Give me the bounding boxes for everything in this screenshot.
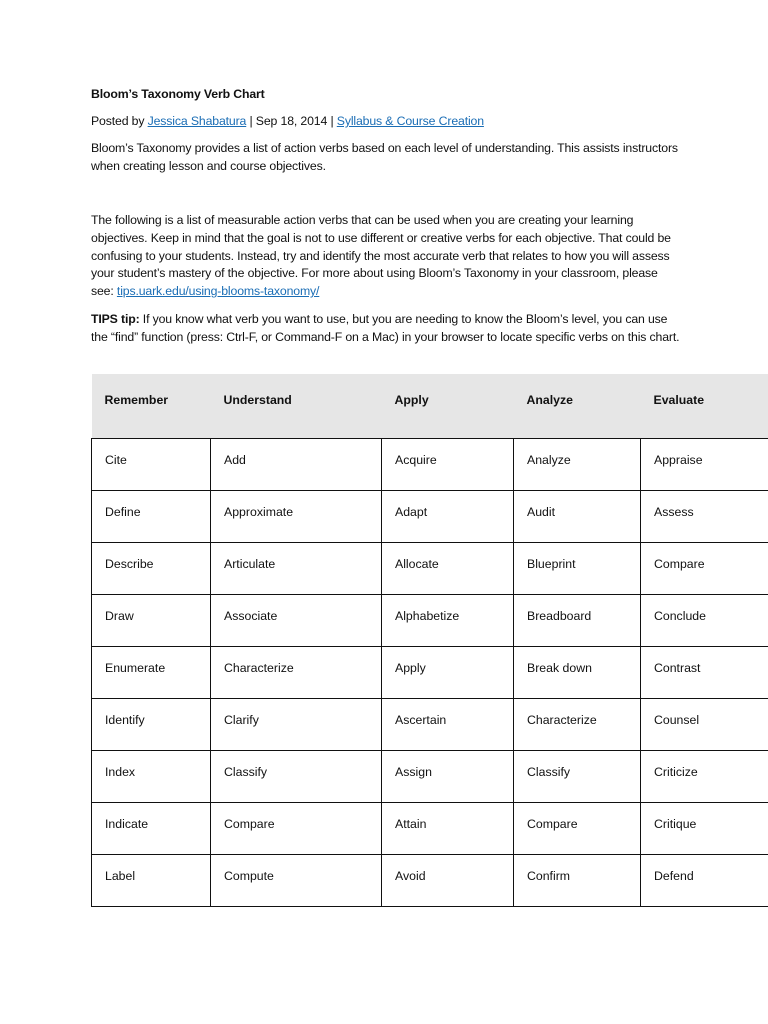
table-cell: Approximate [211, 491, 382, 543]
table-cell: Critique [641, 803, 768, 855]
table-cell: Attain [382, 803, 514, 855]
table-cell: Defend [641, 855, 768, 907]
intro-paragraph: Bloom’s Taxonomy provides a list of action verbs based on each level of understanding. This assists instructors when creating lesson and course objectives. [91, 141, 678, 173]
table-row [92, 855, 768, 907]
table-cell: Conclude [641, 595, 768, 647]
table-cell: Describe [92, 543, 211, 595]
byline-date: | Sep 18, 2014 | [246, 114, 337, 128]
table-cell: Indicate [92, 803, 211, 855]
table-cell: Blueprint [514, 543, 641, 595]
table-cell: Apply [382, 647, 514, 699]
table-cell: Compare [514, 803, 641, 855]
table-row [92, 751, 768, 803]
table-cell: Enumerate [92, 647, 211, 699]
table-cell: Contrast [641, 647, 768, 699]
table-cell: Compare [641, 543, 768, 595]
table-cell: Allocate [382, 543, 514, 595]
table-row [92, 647, 768, 699]
tips-link[interactable]: tips.uark.edu/using-blooms-taxonomy/ [116, 284, 320, 299]
instructions-paragraph [91, 212, 681, 301]
table-cell: Alphabetize [382, 595, 514, 647]
table-cell: Define [92, 491, 211, 543]
table-row [92, 803, 768, 855]
column-header-apply: Apply [382, 374, 514, 439]
table-cell: Assess [641, 491, 768, 543]
table-cell: Classify [211, 751, 382, 803]
tips-text: If you know what verb you want to use, but you are needing to know the Bloom’s level, you can use the “find” function (press: Ctrl-F, or Command-F on a Mac) in your browser to locate specific verbs on this chart. [91, 312, 680, 344]
verb-table [91, 374, 768, 907]
table-cell: Identify [92, 699, 211, 751]
table-cell: Clarify [211, 699, 382, 751]
tips-paragraph [91, 311, 681, 347]
table-cell: Acquire [382, 439, 514, 491]
table-cell: Classify [514, 751, 641, 803]
table-cell: Ascertain [382, 699, 514, 751]
table-cell: Cite [92, 439, 211, 491]
table-cell: Label [92, 855, 211, 907]
table-cell: Adapt [382, 491, 514, 543]
table-cell: Criticize [641, 751, 768, 803]
table-row [92, 491, 768, 543]
page-title: Bloom’s Taxonomy Verb Chart [91, 87, 265, 101]
table-cell: Appraise [641, 439, 768, 491]
table-cell: Avoid [382, 855, 514, 907]
column-header-evaluate: Evaluate [641, 374, 768, 439]
tips-label: TIPS tip: [91, 312, 140, 326]
table-row [92, 699, 768, 751]
table-cell: Add [211, 439, 382, 491]
table-cell: Compute [211, 855, 382, 907]
instructions-text: The following is a list of measurable action verbs that can be used when you are creating your learning objectives. Keep in mind that the goal is not to use different or creative verbs for each objective. That could be confusing to your students. Instead, try and identify the most accurate verb that relates to how you will assess your student’s mastery of the objective. For more about using Bloom’s Taxonomy in your classroom, please see: [91, 213, 671, 299]
table-cell: Counsel [641, 699, 768, 751]
column-header-remember: Remember [92, 374, 211, 439]
table-cell: Draw [92, 595, 211, 647]
table-cell: Analyze [514, 439, 641, 491]
table-header-row [92, 374, 768, 439]
byline-prefix: Posted by [91, 114, 148, 128]
table-cell: Breadboard [514, 595, 641, 647]
table-cell: Associate [211, 595, 382, 647]
table-cell: Index [92, 751, 211, 803]
category-link[interactable]: Syllabus & Course Creation [336, 114, 484, 128]
table-row [92, 439, 768, 491]
table-cell: Break down [514, 647, 641, 699]
table-row [92, 543, 768, 595]
table-cell: Articulate [211, 543, 382, 595]
byline [91, 113, 681, 131]
column-header-analyze: Analyze [514, 374, 641, 439]
table-cell: Confirm [514, 855, 641, 907]
author-link[interactable]: Jessica Shabatura [147, 114, 247, 128]
table-cell: Characterize [211, 647, 382, 699]
table-cell: Audit [514, 491, 641, 543]
column-header-understand: Understand [211, 374, 382, 439]
table-row [92, 595, 768, 647]
table-cell: Characterize [514, 699, 641, 751]
table-cell: Compare [211, 803, 382, 855]
table-cell: Assign [382, 751, 514, 803]
